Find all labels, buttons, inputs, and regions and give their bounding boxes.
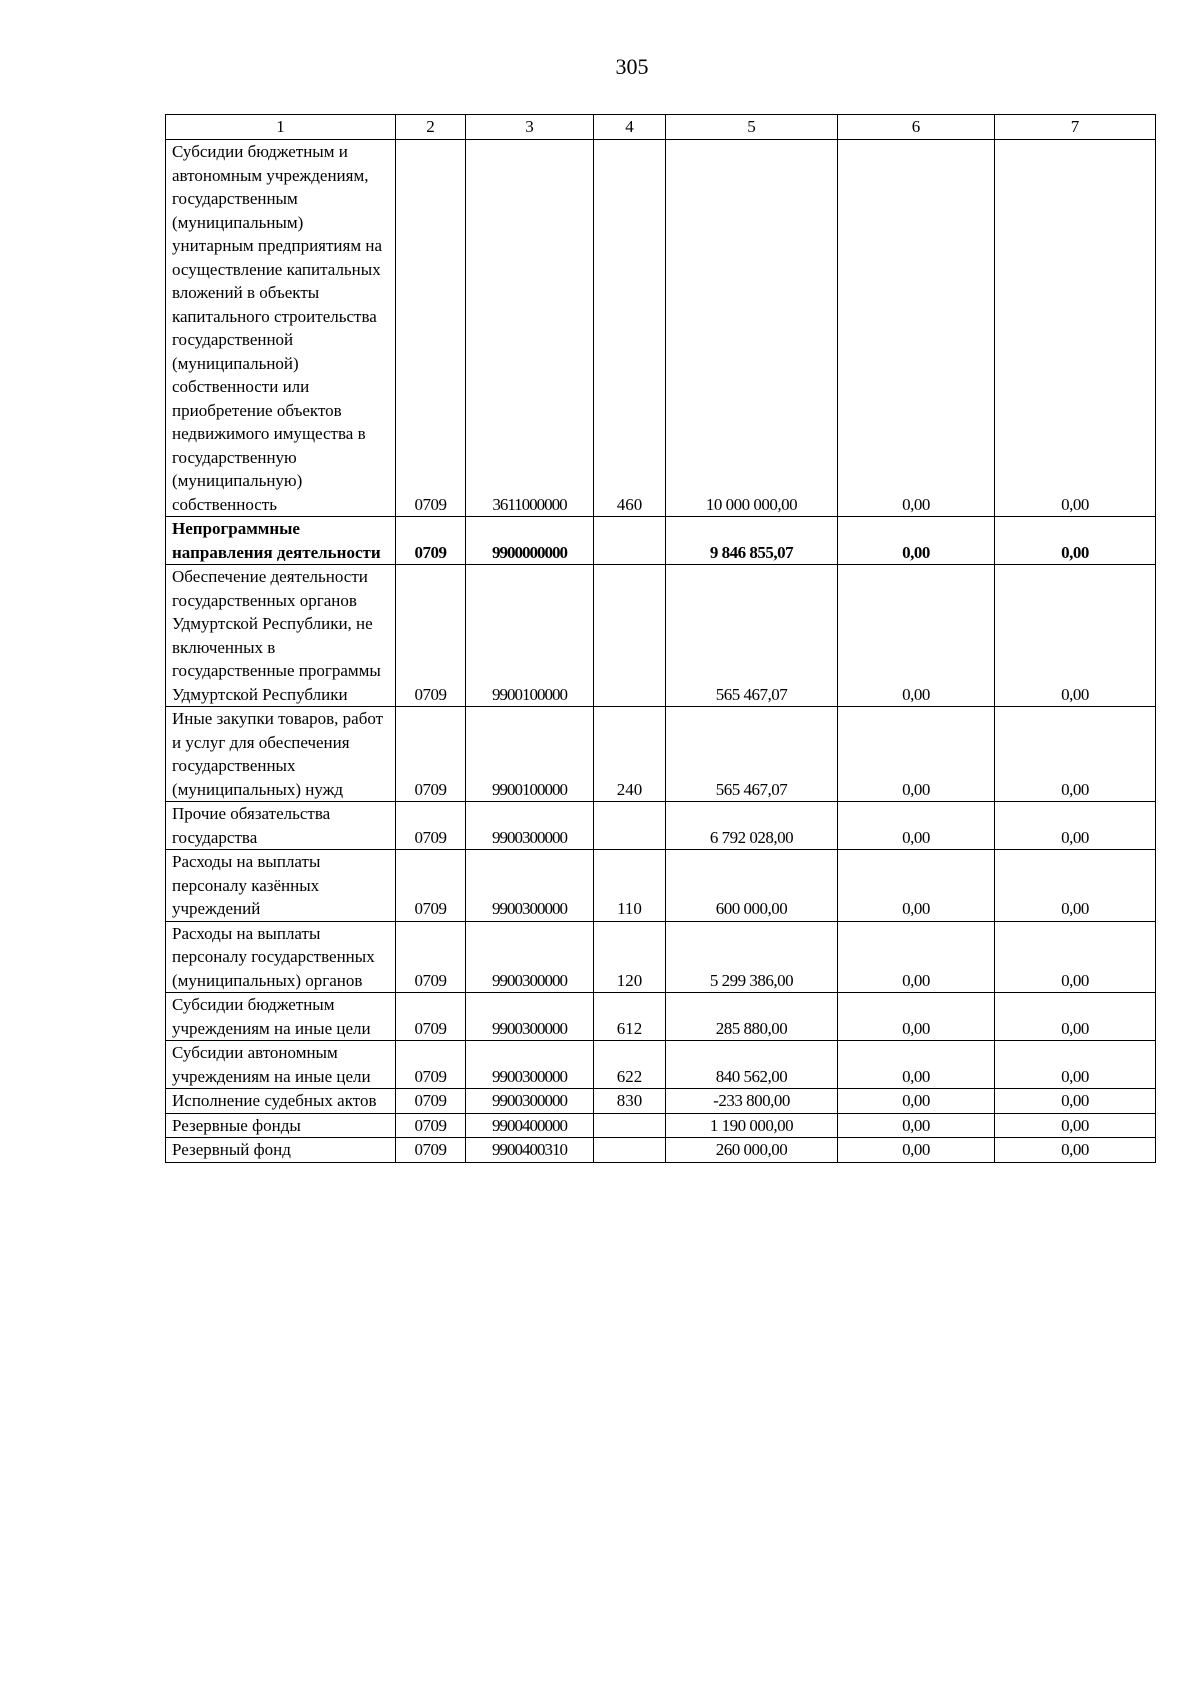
table-row bbox=[166, 1041, 1156, 1089]
table-row bbox=[166, 1113, 1156, 1138]
amount-col-6: 0,00 bbox=[838, 1138, 995, 1163]
amount-col-5: 9 846 855,07 bbox=[666, 517, 838, 565]
section-code: 0709 bbox=[396, 850, 466, 922]
amount-col-7: 0,00 bbox=[995, 1113, 1156, 1138]
expense-type-code bbox=[594, 565, 666, 707]
amount-col-5: 10 000 000,00 bbox=[666, 140, 838, 517]
page-number: 305 bbox=[615, 54, 649, 79]
table-row bbox=[166, 850, 1156, 922]
budget-table bbox=[165, 114, 1156, 1163]
section-code: 0709 bbox=[396, 1089, 466, 1114]
amount-col-6: 0,00 bbox=[838, 1089, 995, 1114]
amount-col-5: 600 000,00 bbox=[666, 850, 838, 922]
section-code: 0709 bbox=[396, 921, 466, 993]
row-name: Исполнение судебных актов bbox=[166, 1089, 396, 1114]
section-code: 0709 bbox=[396, 1041, 466, 1089]
expense-type-code: 612 bbox=[594, 993, 666, 1041]
row-name: Субсидии бюджетным учреждениям на иные цели bbox=[166, 993, 396, 1041]
target-article-code: 9900400310 bbox=[466, 1138, 594, 1163]
expense-type-code bbox=[594, 1138, 666, 1163]
row-name: Иные закупки товаров, работ и услуг для обеспечения государственных (муниципальных) нужд bbox=[166, 707, 396, 802]
target-article-code: 9900100000 bbox=[466, 707, 594, 802]
column-header: 4 bbox=[594, 115, 666, 140]
amount-col-6: 0,00 bbox=[838, 1113, 995, 1138]
target-article-code: 9900300000 bbox=[466, 802, 594, 850]
section-code: 0709 bbox=[396, 802, 466, 850]
column-header: 1 bbox=[166, 115, 396, 140]
row-name: Субсидии автономным учреждениям на иные цели bbox=[166, 1041, 396, 1089]
table-row bbox=[166, 993, 1156, 1041]
amount-col-5: 5 299 386,00 bbox=[666, 921, 838, 993]
section-code: 0709 bbox=[396, 1138, 466, 1163]
amount-col-7: 0,00 bbox=[995, 707, 1156, 802]
amount-col-6: 0,00 bbox=[838, 140, 995, 517]
expense-type-code: 460 bbox=[594, 140, 666, 517]
section-code: 0709 bbox=[396, 140, 466, 517]
section-code: 0709 bbox=[396, 993, 466, 1041]
amount-col-6: 0,00 bbox=[838, 802, 995, 850]
amount-col-6: 0,00 bbox=[838, 517, 995, 565]
expense-type-code: 830 bbox=[594, 1089, 666, 1114]
amount-col-5: 565 467,07 bbox=[666, 707, 838, 802]
amount-col-6: 0,00 bbox=[838, 921, 995, 993]
target-article-code: 9900300000 bbox=[466, 1089, 594, 1114]
amount-col-5: -233 800,00 bbox=[666, 1089, 838, 1114]
row-name: Непрограммные направления деятельности bbox=[166, 517, 396, 565]
header-row bbox=[166, 115, 1156, 140]
target-article-code: 9900100000 bbox=[466, 565, 594, 707]
amount-col-5: 6 792 028,00 bbox=[666, 802, 838, 850]
amount-col-5: 260 000,00 bbox=[666, 1138, 838, 1163]
expense-type-code: 240 bbox=[594, 707, 666, 802]
amount-col-7: 0,00 bbox=[995, 517, 1156, 565]
section-code: 0709 bbox=[396, 517, 466, 565]
table-row bbox=[166, 565, 1156, 707]
target-article-code: 9900000000 bbox=[466, 517, 594, 565]
amount-col-6: 0,00 bbox=[838, 565, 995, 707]
expense-type-code bbox=[594, 517, 666, 565]
row-name: Прочие обязательства государства bbox=[166, 802, 396, 850]
row-name: Субсидии бюджетным и автономным учреждениям, государственным (муниципальным) унитарным предприятиям на осуществление капитальных вложений в объекты капитального строительства государственной (муниципальной) собственности или приобретение объектов недвижимого имущества в государственную (муниципальную) собственность bbox=[166, 140, 396, 517]
target-article-code: 9900300000 bbox=[466, 1041, 594, 1089]
table-row bbox=[166, 921, 1156, 993]
amount-col-7: 0,00 bbox=[995, 1138, 1156, 1163]
amount-col-7: 0,00 bbox=[995, 1041, 1156, 1089]
amount-col-7: 0,00 bbox=[995, 140, 1156, 517]
table-row bbox=[166, 140, 1156, 517]
expense-type-code: 120 bbox=[594, 921, 666, 993]
column-header: 2 bbox=[396, 115, 466, 140]
expense-type-code bbox=[594, 802, 666, 850]
row-name: Обеспечение деятельности государственных органов Удмуртской Республики, не включенных в государственные программы Удмуртской Республики bbox=[166, 565, 396, 707]
section-code: 0709 bbox=[396, 565, 466, 707]
amount-col-5: 840 562,00 bbox=[666, 1041, 838, 1089]
column-header: 7 bbox=[995, 115, 1156, 140]
target-article-code: 3611000000 bbox=[466, 140, 594, 517]
amount-col-6: 0,00 bbox=[838, 993, 995, 1041]
row-name: Резервные фонды bbox=[166, 1113, 396, 1138]
amount-col-5: 565 467,07 bbox=[666, 565, 838, 707]
amount-col-6: 0,00 bbox=[838, 1041, 995, 1089]
amount-col-7: 0,00 bbox=[995, 921, 1156, 993]
section-code: 0709 bbox=[396, 707, 466, 802]
amount-col-7: 0,00 bbox=[995, 802, 1156, 850]
amount-col-7: 0,00 bbox=[995, 850, 1156, 922]
table-row bbox=[166, 1089, 1156, 1114]
expense-type-code bbox=[594, 1113, 666, 1138]
target-article-code: 9900300000 bbox=[466, 850, 594, 922]
target-article-code: 9900300000 bbox=[466, 921, 594, 993]
amount-col-6: 0,00 bbox=[838, 850, 995, 922]
column-header: 5 bbox=[666, 115, 838, 140]
expense-type-code: 622 bbox=[594, 1041, 666, 1089]
section-code: 0709 bbox=[396, 1113, 466, 1138]
expense-type-code: 110 bbox=[594, 850, 666, 922]
table-row bbox=[166, 707, 1156, 802]
row-name: Расходы на выплаты персоналу казённых учреждений bbox=[166, 850, 396, 922]
column-header: 3 bbox=[466, 115, 594, 140]
row-name: Резервный фонд bbox=[166, 1138, 396, 1163]
amount-col-7: 0,00 bbox=[995, 1089, 1156, 1114]
amount-col-7: 0,00 bbox=[995, 993, 1156, 1041]
table-row bbox=[166, 517, 1156, 565]
column-header: 6 bbox=[838, 115, 995, 140]
target-article-code: 9900300000 bbox=[466, 993, 594, 1041]
amount-col-5: 285 880,00 bbox=[666, 993, 838, 1041]
table-row bbox=[166, 1138, 1156, 1163]
amount-col-7: 0,00 bbox=[995, 565, 1156, 707]
amount-col-5: 1 190 000,00 bbox=[666, 1113, 838, 1138]
target-article-code: 9900400000 bbox=[466, 1113, 594, 1138]
amount-col-6: 0,00 bbox=[838, 707, 995, 802]
row-name: Расходы на выплаты персоналу государственных (муниципальных) органов bbox=[166, 921, 396, 993]
table-row bbox=[166, 802, 1156, 850]
